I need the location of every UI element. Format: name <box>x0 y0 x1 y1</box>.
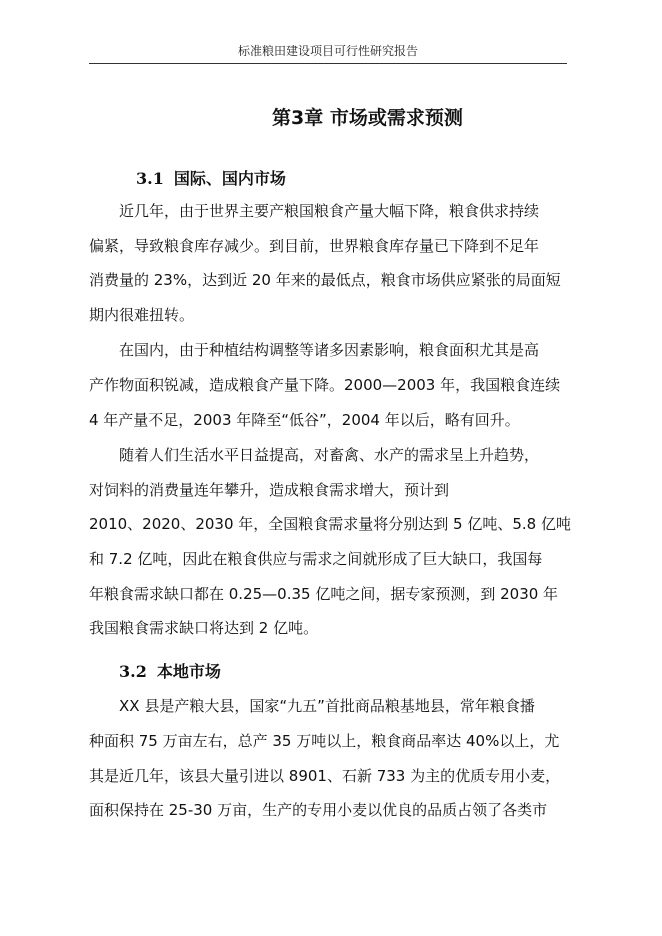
section-heading-3-2 <box>119 659 221 682</box>
paragraph-line: 年粮食需求缺口都在 0.25—0.35 亿吨之间，据专家预测，到 2030 年 <box>89 585 559 603</box>
section-number: 3.2 <box>119 662 147 681</box>
paragraph-line: 4 年产量不足，2003 年降至“低谷”，2004 年以后，略有回升。 <box>89 411 520 429</box>
running-header: 标准粮田建设项目可行性研究报告 <box>237 44 418 58</box>
header-divider <box>89 63 567 64</box>
paragraph-line: 产作物面积锐减，造成粮食产量下降。2000—2003 年，我国粮食连续 <box>89 376 561 394</box>
section-title: 国际、国内市场 <box>173 169 286 188</box>
paragraph-line: 随着人们生活水平日益提高，对畜禽、水产的需求呈上升趋势， <box>119 446 540 464</box>
paragraph-line: 偏紧，导致粮食库存减少。到目前，世界粮食库存量已下降到不足年 <box>89 237 540 255</box>
paragraph-line: 期内很难扭转。 <box>89 306 195 324</box>
paragraph-line: XX 县是产粮大县，国家“九五”首批商品粮基地县，常年粮食播 <box>119 697 535 715</box>
paragraph-line: 近几年，由于世界主要产粮国粮食产量大幅下降，粮食供求持续 <box>119 202 540 220</box>
paragraph-line: 在国内，由于种植结构调整等诸多因素影响，粮食面积尤其是高 <box>119 341 540 359</box>
paragraph-line: 和 7.2 亿吨，因此在粮食供应与需求之间就形成了巨大缺口，我国每 <box>89 550 543 568</box>
chapter-title: 第3章 市场或需求预测 <box>272 107 463 129</box>
paragraph-line: 2010、2020、2030 年，全国粮食需求量将分别达到 5 亿吨、5.8 亿吨 <box>89 515 571 533</box>
paragraph-line: 我国粮食需求缺口将达到 2 亿吨。 <box>89 619 319 637</box>
paragraph-line: 消费量的 23%，达到近 20 年来的最低点，粮食市场供应紧张的局面短 <box>89 271 561 289</box>
section-number: 3.1 <box>136 169 164 188</box>
section-title: 本地市场 <box>156 662 221 681</box>
paragraph-line: 对饲料的消费量连年攀升，造成粮食需求增大，预计到 <box>89 481 450 499</box>
paragraph-line: 面积保持在 25-30 万亩，生产的专用小麦以优良的品质占领了各类市 <box>89 801 548 819</box>
section-heading-3-1 <box>136 166 286 189</box>
paragraph-line: 其是近几年，该县大量引进以 8901、石新 733 为主的优质专用小麦， <box>89 767 561 785</box>
paragraph-line: 种面积 75 万亩左右，总产 35 万吨以上，粮食商品率达 40%以上，尤 <box>89 732 560 750</box>
